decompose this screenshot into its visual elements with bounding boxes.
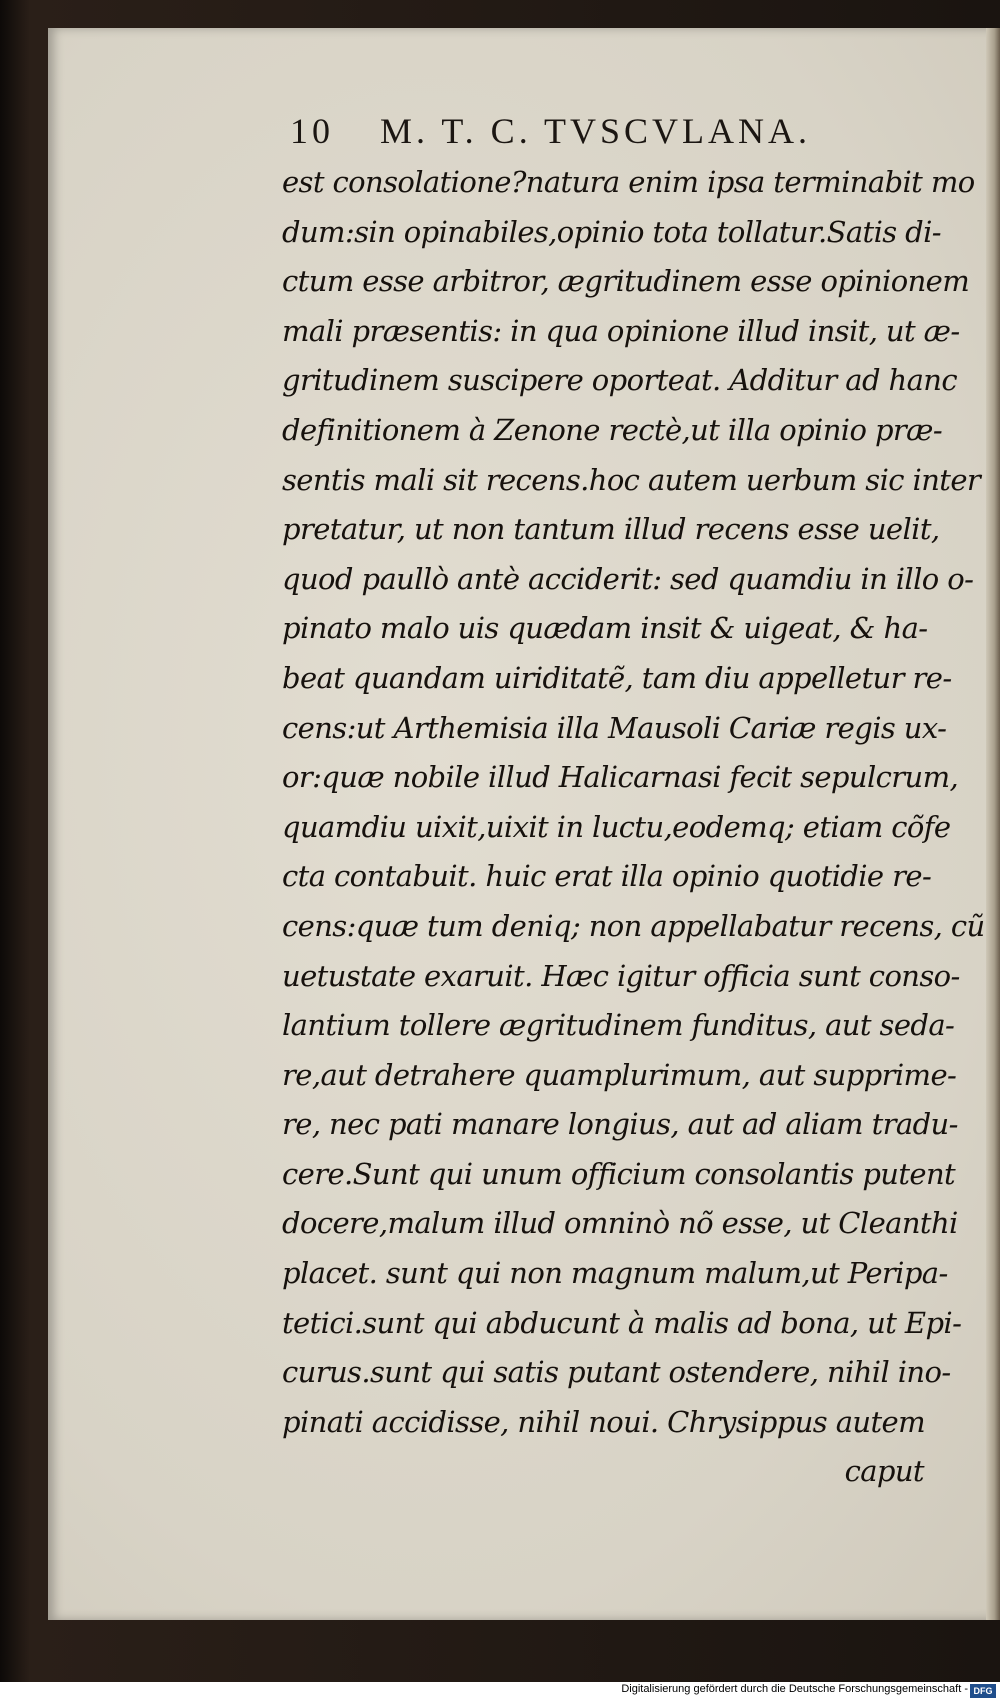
page-header xyxy=(290,110,850,154)
text-line: ctum esse arbitror, ægritudinem esse opinionem xyxy=(282,264,970,299)
text-line: quod paullò antè acciderit: sed quamdiu in illo o- xyxy=(282,561,974,596)
page-number: 10 xyxy=(290,111,334,151)
text-line: lantium tollere ægritudinem funditus, aut seda- xyxy=(282,1008,955,1043)
text-line: docere,malum illud omninò nõ esse, ut Cleanthi xyxy=(282,1206,958,1241)
text-line: pinati accidisse, nihil noui. Chrysippus autem xyxy=(282,1404,925,1439)
text-line: or:quæ nobile illud Halicarnasi fecit sepulcrum, xyxy=(282,760,959,795)
text-line: dum:sin opinabiles,opinio tota tollatur.Satis di- xyxy=(282,214,942,249)
text-line: est consolatione?natura enim ipsa terminabit mo xyxy=(282,165,975,199)
text-line: pinato malo uis quædam insit & uigeat, & ha- xyxy=(282,611,928,646)
text-line: beat quandam uiriditatẽ, tam diu appelletur re- xyxy=(282,660,952,695)
funding-credit: Digitalisierung gefördert durch die Deutsche Forschungsgemeinschaft - xyxy=(621,1683,968,1695)
text-line: definitionem à Zenone rectè,ut illa opinio præ- xyxy=(282,412,943,447)
text-line: gritudinem suscipere oporteat. Additur ad hanc xyxy=(282,363,958,398)
text-line: re, nec pati manare longius, aut ad aliam tradu- xyxy=(282,1107,958,1142)
dfg-logo: DFG xyxy=(970,1684,996,1698)
text-block xyxy=(282,158,985,1497)
text-line: placet. sunt qui non magnum malum,ut Peripa- xyxy=(282,1256,948,1291)
page-edge xyxy=(986,28,1000,1620)
text-line: curus.sunt qui satis putant ostendere, nihil ino- xyxy=(282,1355,951,1390)
catchword: caput xyxy=(844,1454,924,1489)
text-line: sentis mali sit recens.hoc autem uerbum sic inter xyxy=(282,462,981,497)
text-line: tetici.sunt qui abducunt à malis ad bona, ut Epi- xyxy=(282,1305,962,1340)
text-line: mali præsentis: in qua opinione illud insit, ut æ- xyxy=(282,313,960,348)
text-line: cere.Sunt qui unum officium consolantis putent xyxy=(282,1156,956,1191)
text-line: re,aut detrahere quamplurimum, aut supprime- xyxy=(282,1057,957,1092)
text-line: uetustate exaruit. Hæc igitur officia sunt conso- xyxy=(282,958,960,993)
text-line: cta contabuit. huic erat illa opinio quotidie re- xyxy=(282,859,932,894)
text-line: cens:ut Arthemisia illa Mausoli Cariæ regis ux- xyxy=(282,710,947,745)
text-line: cens:quæ tum deniq; non appellabatur recens, cũ xyxy=(282,908,985,943)
text-line: quamdiu uixit,uixit in luctu,eodemq; etiam cõfe xyxy=(282,809,951,844)
running-head: M. T. C. TVSCVLANA. xyxy=(380,111,812,151)
text-line: pretatur, ut non tantum illud recens esse uelit, xyxy=(282,512,940,547)
